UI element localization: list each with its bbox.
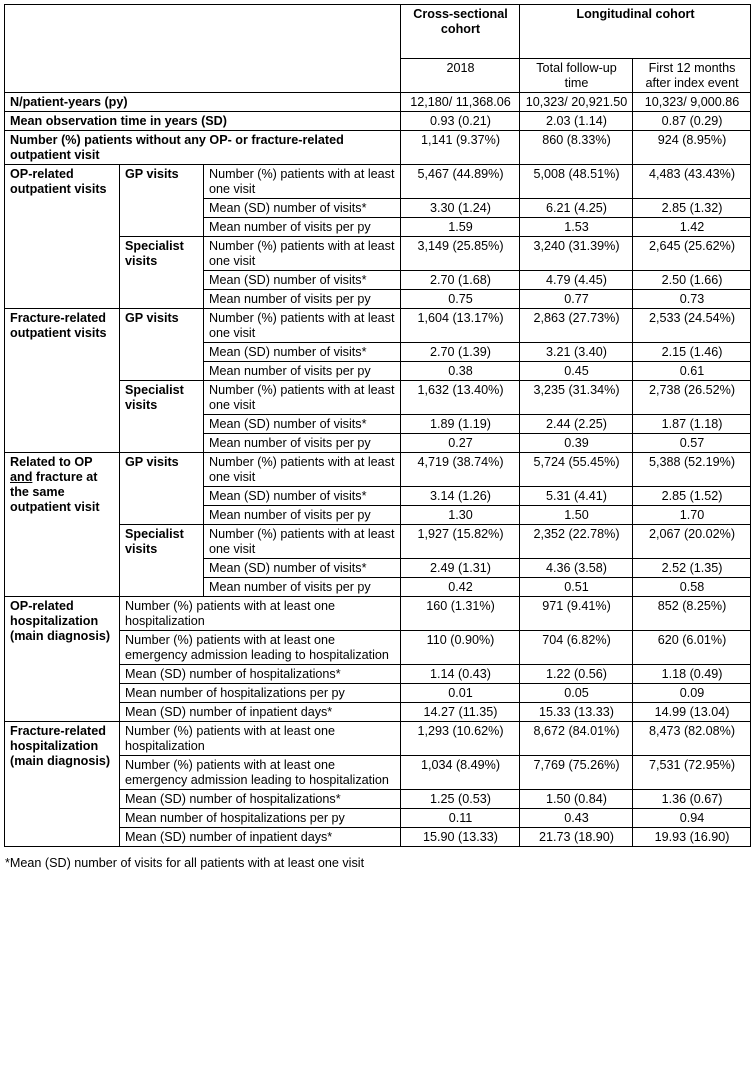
group-label: Fracture-related hospitalization (main diagnosis) [5, 722, 120, 847]
header-cross-sectional: Cross-sectional cohort [401, 5, 520, 59]
value-first-12-months: 2,067 (20.02%) [633, 525, 751, 559]
row-label: Mean (SD) number of inpatient days* [120, 703, 401, 722]
row-label: Mean (SD) number of visits* [204, 487, 401, 506]
value-total-follow-up: 0.45 [520, 362, 633, 381]
value-first-12-months: 1.42 [633, 218, 751, 237]
value-cross-sectional: 1,141 (9.37%) [401, 131, 520, 165]
value-total-follow-up: 0.51 [520, 578, 633, 597]
value-first-12-months: 1.36 (0.67) [633, 790, 751, 809]
row-label: Mean number of visits per py [204, 434, 401, 453]
value-cross-sectional: 0.75 [401, 290, 520, 309]
row-label: Number (%) patients with at least one visit [204, 237, 401, 271]
row-label: Mean (SD) number of visits* [204, 199, 401, 218]
value-total-follow-up: 2.44 (2.25) [520, 415, 633, 434]
row-label: Mean (SD) number of visits* [204, 415, 401, 434]
value-cross-sectional: 0.01 [401, 684, 520, 703]
value-first-12-months: 14.99 (13.04) [633, 703, 751, 722]
value-total-follow-up: 0.39 [520, 434, 633, 453]
footnote: *Mean (SD) number of visits for all patients with at least one visit [5, 856, 365, 870]
group-label-part: and [10, 470, 33, 484]
subgroup-label: GP visits [120, 453, 204, 525]
value-cross-sectional: 1,293 (10.62%) [401, 722, 520, 756]
value-first-12-months: 19.93 (16.90) [633, 828, 751, 847]
value-total-follow-up: 15.33 (13.33) [520, 703, 633, 722]
value-first-12-months: 0.87 (0.29) [633, 112, 751, 131]
value-total-follow-up: 5,008 (48.51%) [520, 165, 633, 199]
value-cross-sectional: 2.70 (1.39) [401, 343, 520, 362]
value-total-follow-up: 971 (9.41%) [520, 597, 633, 631]
value-cross-sectional: 3,149 (25.85%) [401, 237, 520, 271]
outpatient-row [5, 453, 751, 487]
subgroup-label: Specialist visits [120, 381, 204, 453]
value-cross-sectional: 3.14 (1.26) [401, 487, 520, 506]
value-cross-sectional: 110 (0.90%) [401, 631, 520, 665]
value-cross-sectional: 2.49 (1.31) [401, 559, 520, 578]
value-cross-sectional: 1.25 (0.53) [401, 790, 520, 809]
value-first-12-months: 2.50 (1.66) [633, 271, 751, 290]
value-total-follow-up: 4.79 (4.45) [520, 271, 633, 290]
value-first-12-months: 2,533 (24.54%) [633, 309, 751, 343]
summary-label: Mean observation time in years (SD) [5, 112, 401, 131]
value-total-follow-up: 21.73 (18.90) [520, 828, 633, 847]
value-cross-sectional: 4,719 (38.74%) [401, 453, 520, 487]
value-first-12-months: 0.57 [633, 434, 751, 453]
summary-row [5, 93, 751, 112]
row-label: Mean (SD) number of hospitalizations* [120, 665, 401, 684]
value-total-follow-up: 1.22 (0.56) [520, 665, 633, 684]
value-first-12-months: 2.15 (1.46) [633, 343, 751, 362]
value-first-12-months: 5,388 (52.19%) [633, 453, 751, 487]
header-row-top [5, 5, 751, 59]
group-label-part: Related to OP [10, 455, 93, 469]
row-label: Number (%) patients with at least one hospitalization [120, 722, 401, 756]
row-label: Number (%) patients with at least one emergency admission leading to hospitalization [120, 756, 401, 790]
value-total-follow-up: 1.53 [520, 218, 633, 237]
header-longitudinal: Longitudinal cohort [520, 5, 751, 59]
value-first-12-months: 0.09 [633, 684, 751, 703]
row-label: Mean (SD) number of visits* [204, 271, 401, 290]
value-first-12-months: 2,738 (26.52%) [633, 381, 751, 415]
value-total-follow-up: 5.31 (4.41) [520, 487, 633, 506]
header-total-follow-up: Total follow-up time [520, 59, 633, 93]
value-first-12-months: 8,473 (82.08%) [633, 722, 751, 756]
value-total-follow-up: 2.03 (1.14) [520, 112, 633, 131]
value-cross-sectional: 0.27 [401, 434, 520, 453]
group-label [5, 453, 120, 597]
row-label: Mean number of visits per py [204, 290, 401, 309]
value-total-follow-up: 0.05 [520, 684, 633, 703]
value-cross-sectional: 1,927 (15.82%) [401, 525, 520, 559]
row-label: Mean number of visits per py [204, 578, 401, 597]
results-table [4, 4, 751, 847]
header-2018: 2018 [401, 59, 520, 93]
value-first-12-months: 0.94 [633, 809, 751, 828]
value-first-12-months: 4,483 (43.43%) [633, 165, 751, 199]
row-label: Mean number of visits per py [204, 362, 401, 381]
header-blank-cell [5, 5, 401, 93]
value-cross-sectional: 1.89 (1.19) [401, 415, 520, 434]
group-label: OP-related hospitalization (main diagnosis) [5, 597, 120, 722]
value-first-12-months: 1.18 (0.49) [633, 665, 751, 684]
value-total-follow-up: 6.21 (4.25) [520, 199, 633, 218]
value-total-follow-up: 1.50 [520, 506, 633, 525]
row-label: Number (%) patients with at least one visit [204, 309, 401, 343]
value-first-12-months: 1.70 [633, 506, 751, 525]
value-total-follow-up: 2,863 (27.73%) [520, 309, 633, 343]
value-total-follow-up: 4.36 (3.58) [520, 559, 633, 578]
subgroup-label: GP visits [120, 309, 204, 381]
value-cross-sectional: 14.27 (11.35) [401, 703, 520, 722]
value-total-follow-up: 7,769 (75.26%) [520, 756, 633, 790]
value-first-12-months: 2.85 (1.32) [633, 199, 751, 218]
summary-row [5, 112, 751, 131]
row-label: Mean (SD) number of hospitalizations* [120, 790, 401, 809]
value-first-12-months: 0.73 [633, 290, 751, 309]
row-label: Mean (SD) number of visits* [204, 343, 401, 362]
hospitalization-row [5, 722, 751, 756]
subgroup-label: Specialist visits [120, 525, 204, 597]
value-first-12-months: 924 (8.95%) [633, 131, 751, 165]
row-label: Mean number of visits per py [204, 218, 401, 237]
value-total-follow-up: 0.77 [520, 290, 633, 309]
header-first-12-months: First 12 months after index event [633, 59, 751, 93]
row-label: Number (%) patients with at least one hospitalization [120, 597, 401, 631]
value-cross-sectional: 1.59 [401, 218, 520, 237]
row-label: Number (%) patients with at least one visit [204, 165, 401, 199]
value-cross-sectional: 1,604 (13.17%) [401, 309, 520, 343]
outpatient-row [5, 165, 751, 199]
value-cross-sectional: 1.30 [401, 506, 520, 525]
value-total-follow-up: 3.21 (3.40) [520, 343, 633, 362]
value-cross-sectional: 160 (1.31%) [401, 597, 520, 631]
value-first-12-months: 0.61 [633, 362, 751, 381]
value-first-12-months: 1.87 (1.18) [633, 415, 751, 434]
value-cross-sectional: 3.30 (1.24) [401, 199, 520, 218]
value-cross-sectional: 1.14 (0.43) [401, 665, 520, 684]
value-first-12-months: 852 (8.25%) [633, 597, 751, 631]
group-label: Fracture-related outpatient visits [5, 309, 120, 453]
row-label: Mean (SD) number of inpatient days* [120, 828, 401, 847]
value-cross-sectional: 0.11 [401, 809, 520, 828]
value-cross-sectional: 0.38 [401, 362, 520, 381]
value-total-follow-up: 1.50 (0.84) [520, 790, 633, 809]
summary-label: Number (%) patients without any OP- or fracture-related outpatient visit [5, 131, 401, 165]
value-cross-sectional: 12,180/ 11,368.06 [401, 93, 520, 112]
subgroup-label: Specialist visits [120, 237, 204, 309]
value-total-follow-up: 10,323/ 20,921.50 [520, 93, 633, 112]
value-first-12-months: 0.58 [633, 578, 751, 597]
value-cross-sectional: 0.42 [401, 578, 520, 597]
value-total-follow-up: 704 (6.82%) [520, 631, 633, 665]
value-cross-sectional: 0.93 (0.21) [401, 112, 520, 131]
value-cross-sectional: 2.70 (1.68) [401, 271, 520, 290]
value-total-follow-up: 860 (8.33%) [520, 131, 633, 165]
value-first-12-months: 2.85 (1.52) [633, 487, 751, 506]
value-cross-sectional: 1,034 (8.49%) [401, 756, 520, 790]
value-total-follow-up: 3,240 (31.39%) [520, 237, 633, 271]
hospitalization-row [5, 597, 751, 631]
row-label: Number (%) patients with at least one emergency admission leading to hospitalization [120, 631, 401, 665]
value-first-12-months: 2,645 (25.62%) [633, 237, 751, 271]
value-cross-sectional: 1,632 (13.40%) [401, 381, 520, 415]
group-label-part: fracture at the same outpatient visit [10, 470, 100, 514]
value-first-12-months: 620 (6.01%) [633, 631, 751, 665]
group-label: OP-related outpatient visits [5, 165, 120, 309]
value-total-follow-up: 3,235 (31.34%) [520, 381, 633, 415]
value-total-follow-up: 5,724 (55.45%) [520, 453, 633, 487]
outpatient-row [5, 309, 751, 343]
value-total-follow-up: 0.43 [520, 809, 633, 828]
summary-label: N/patient-years (py) [5, 93, 401, 112]
value-cross-sectional: 15.90 (13.33) [401, 828, 520, 847]
summary-row [5, 131, 751, 165]
value-cross-sectional: 5,467 (44.89%) [401, 165, 520, 199]
row-label: Number (%) patients with at least one visit [204, 453, 401, 487]
row-label: Number (%) patients with at least one visit [204, 525, 401, 559]
subgroup-label: GP visits [120, 165, 204, 237]
value-total-follow-up: 2,352 (22.78%) [520, 525, 633, 559]
value-first-12-months: 7,531 (72.95%) [633, 756, 751, 790]
value-first-12-months: 2.52 (1.35) [633, 559, 751, 578]
value-first-12-months: 10,323/ 9,000.86 [633, 93, 751, 112]
row-label: Mean number of hospitalizations per py [120, 809, 401, 828]
row-label: Mean number of visits per py [204, 506, 401, 525]
value-total-follow-up: 8,672 (84.01%) [520, 722, 633, 756]
row-label: Mean (SD) number of visits* [204, 559, 401, 578]
row-label: Mean number of hospitalizations per py [120, 684, 401, 703]
row-label: Number (%) patients with at least one visit [204, 381, 401, 415]
